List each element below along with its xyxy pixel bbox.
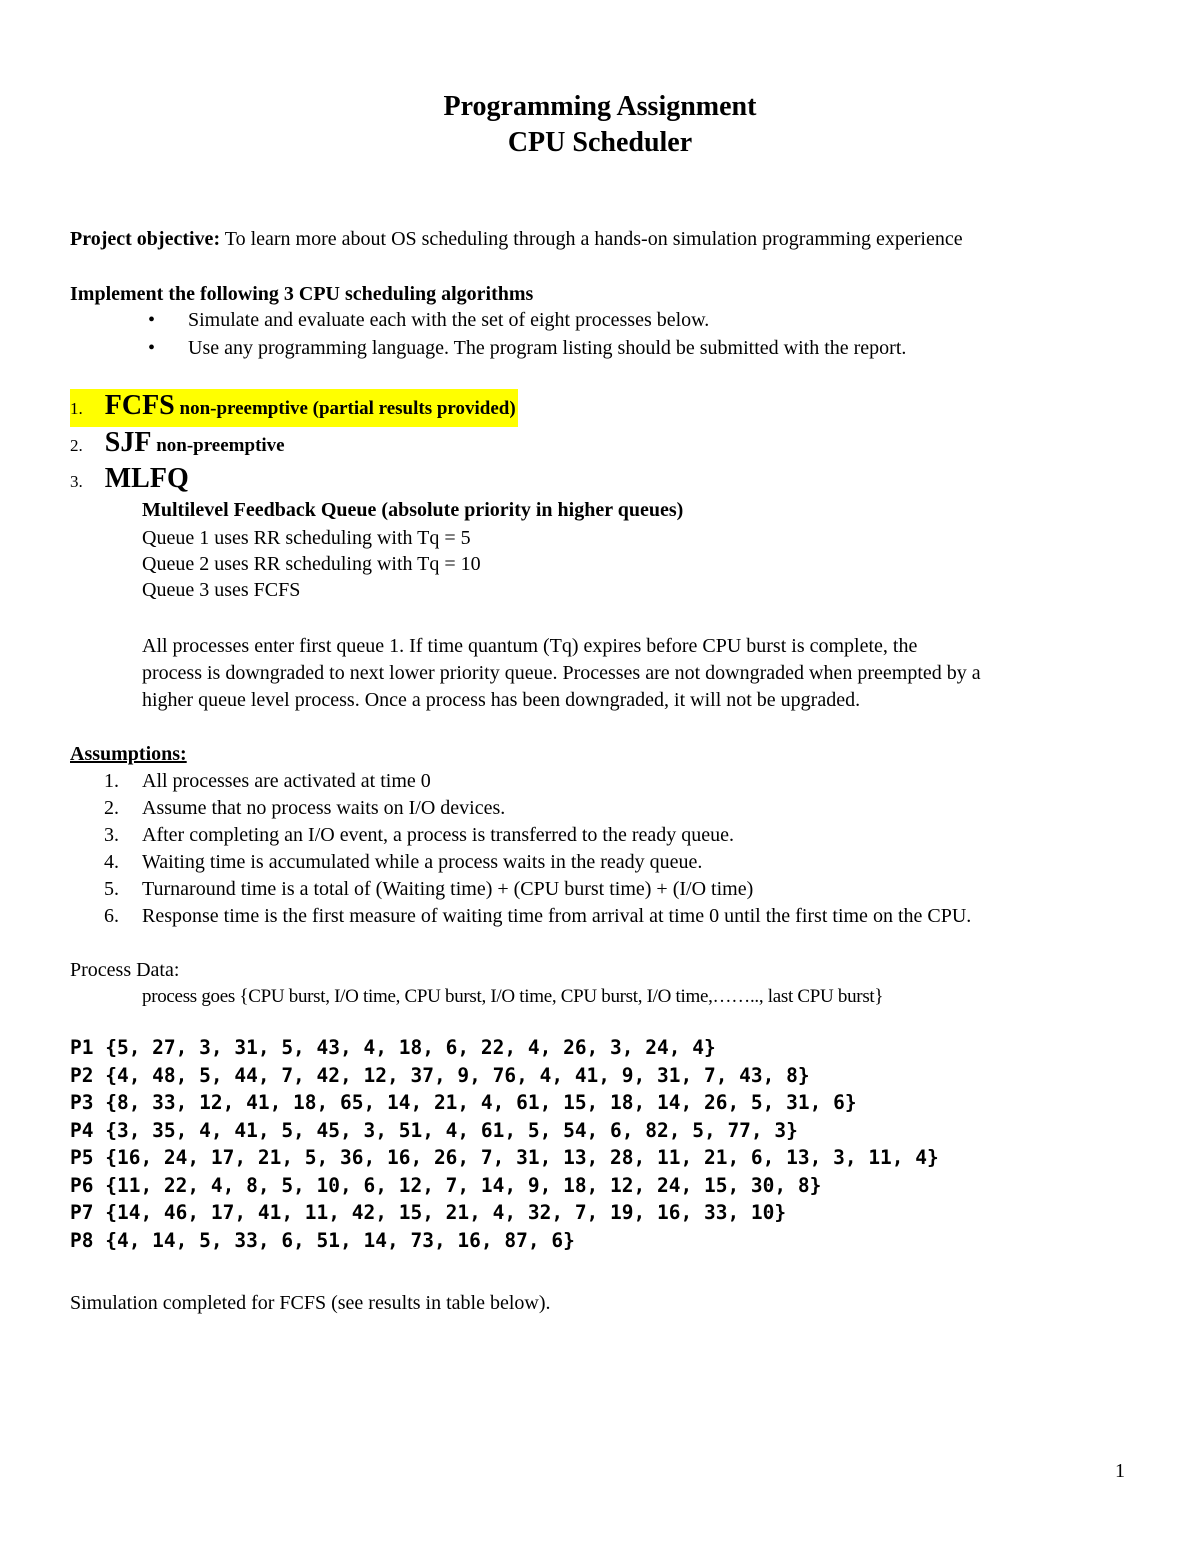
mlfq-paragraph-line: All processes enter first queue 1. If time quantum (Tq) expires before CPU burst is complete, the (142, 635, 918, 657)
process-data-format: process goes {CPU burst, I/O time, CPU burst, I/O time, CPU burst, I/O time,…….., last CPU burst} (142, 986, 884, 1007)
page-number: 1 (1115, 1460, 1125, 1482)
bullet-icon: • (148, 337, 156, 359)
bullet-icon: • (148, 309, 156, 331)
list-item: 4. Waiting time is accumulated while a process waits in the ready queue. (104, 851, 703, 873)
assumptions-heading: Assumptions: (70, 743, 187, 765)
list-item: 3. After completing an I/O event, a process is transferred to the ready queue. (104, 824, 734, 846)
process-row: P3 {8, 33, 12, 41, 18, 65, 14, 21, 4, 61, 15, 18, 14, 26, 5, 31, 6} (70, 1091, 857, 1114)
algorithm-item-sjf (70, 426, 285, 464)
algorithm-number: 2. (70, 436, 83, 455)
algorithm-number: 1. (70, 399, 83, 418)
bullet-text: Use any programming language. The program listing should be submitted with the report. (188, 337, 907, 359)
objective-label: Project objective: (70, 228, 221, 250)
title-line-2: CPU Scheduler (507, 127, 693, 158)
assumptions-list (104, 768, 971, 930)
algorithm-name: MLFQ (104, 463, 189, 494)
implement-heading: Implement the following 3 CPU scheduling algorithms (70, 283, 534, 305)
list-item: 1. All processes are activated at time 0 (104, 770, 431, 792)
mlfq-paragraph-line: process is downgraded to next lower priority queue. Processes are not downgraded when preempted by a (142, 662, 981, 684)
algorithm-desc: non-preemptive (partial results provided) (174, 398, 516, 419)
mlfq-queue-3: Queue 3 uses FCFS (142, 579, 301, 601)
process-row: P2 {4, 48, 5, 44, 7, 42, 12, 37, 9, 76, 4, 41, 9, 31, 7, 43, 8} (70, 1063, 810, 1087)
algorithm-number: 3. (70, 472, 83, 491)
algorithm-name: FCFS (104, 390, 175, 421)
process-row: P6 {11, 22, 4, 8, 5, 10, 6, 12, 7, 14, 9, 18, 12, 24, 15, 30, 8} (70, 1173, 822, 1197)
process-row: P7 {14, 46, 17, 41, 11, 42, 15, 21, 4, 32, 7, 19, 16, 33, 10} (70, 1201, 787, 1224)
project-objective (70, 226, 963, 252)
mlfq-heading: Multilevel Feedback Queue (absolute priority in higher queues) (142, 499, 684, 521)
list-item: 5. Turnaround time is a total of (Waiting time) + (CPU burst time) + (I/O time) (104, 878, 754, 900)
mlfq-queue-1: Queue 1 uses RR scheduling with Tq = 5 (142, 527, 471, 549)
title-line-1: Programming Assignment (443, 91, 757, 122)
process-row: P1 {5, 27, 3, 31, 5, 43, 4, 18, 6, 22, 4, 26, 3, 24, 4} (70, 1036, 716, 1059)
list-item: 6. Response time is the first measure of waiting time from arrival at time 0 until the first time on the CPU. (104, 905, 972, 927)
process-data-label: Process Data: (70, 959, 180, 981)
closing-text: Simulation completed for FCFS (see results in table below). (70, 1292, 551, 1314)
algorithm-desc: non-preemptive (151, 435, 285, 456)
algorithm-item-fcfs (70, 389, 518, 427)
algorithm-name: SJF (104, 427, 152, 458)
mlfq-queue-2: Queue 2 uses RR scheduling with Tq = 10 (142, 553, 481, 575)
mlfq-paragraph-line: higher queue level process. Once a process has been downgraded, it will not be upgraded. (142, 689, 861, 711)
objective-text: To learn more about OS scheduling through a hands-on simulation programming experience (220, 228, 963, 250)
process-list (70, 1034, 939, 1254)
process-row: P4 {3, 35, 4, 41, 5, 45, 3, 51, 4, 61, 5, 54, 6, 82, 5, 77, 3} (70, 1118, 798, 1142)
process-row: P5 {16, 24, 17, 21, 5, 36, 16, 26, 7, 31, 13, 28, 11, 21, 6, 13, 3, 11, 4} (70, 1146, 939, 1169)
process-row: P8 {4, 14, 5, 33, 6, 51, 14, 73, 16, 87, 6} (70, 1228, 575, 1252)
bullet-text: Simulate and evaluate each with the set of eight processes below. (188, 309, 710, 331)
list-item: 2. Assume that no process waits on I/O devices. (104, 797, 506, 819)
algorithm-item-mlfq (70, 462, 189, 500)
